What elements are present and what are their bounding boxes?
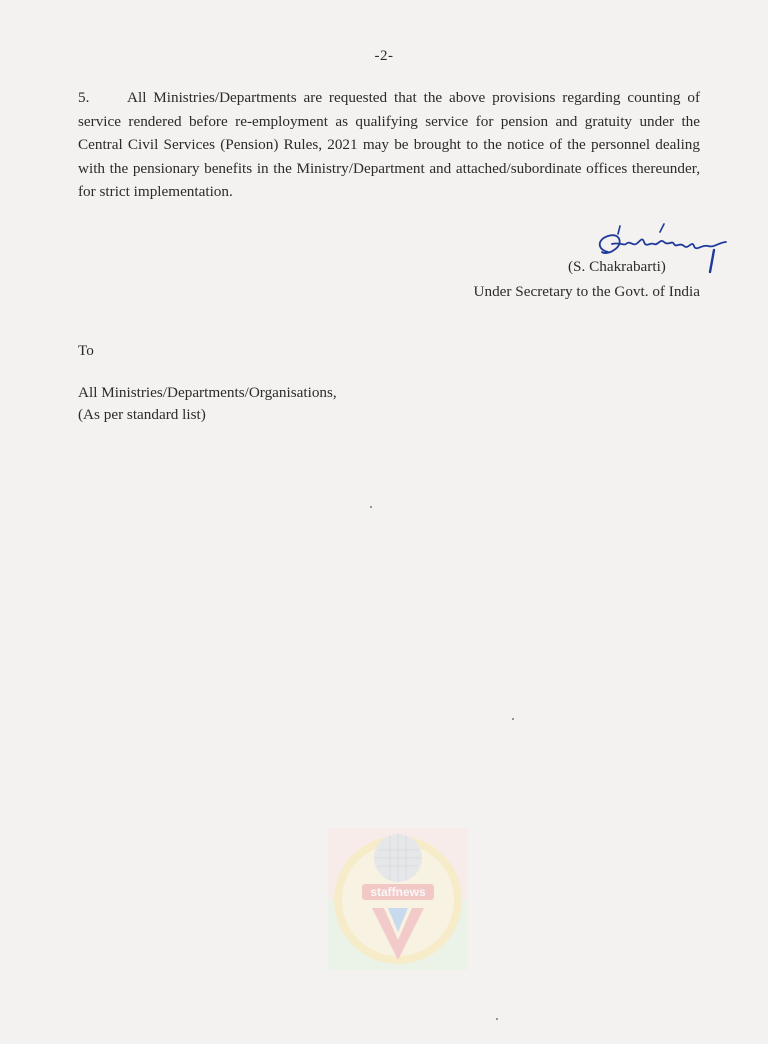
paragraph-text: All Ministries/Departments are requested that the above provisions regarding counting of service rendered before re-employment as qualifying service for pension and gratuity under the Central Civil Services (Pension) Rules, 2021 may be brought to the notice of the personnel dealing with the pensionary benefits in the Ministry/Department and attached/subordinate offices thereunder, for strict implementation. bbox=[78, 89, 700, 201]
paragraph-number: 5. bbox=[78, 89, 90, 106]
svg-text:staffnews: staffnews bbox=[370, 885, 426, 899]
paragraph-5 bbox=[78, 86, 700, 204]
signatory-name: (S. Chakrabarti) bbox=[568, 258, 666, 275]
addressee-block bbox=[78, 382, 337, 426]
page-number: -2- bbox=[374, 48, 394, 64]
to-label: To bbox=[78, 342, 94, 359]
staffnews-watermark-logo bbox=[328, 828, 468, 970]
signatory-designation: Under Secretary to the Govt. of India bbox=[473, 283, 700, 300]
addressee-line: (As per standard list) bbox=[78, 406, 206, 423]
addressee-line: All Ministries/Departments/Organisations, bbox=[78, 384, 337, 401]
